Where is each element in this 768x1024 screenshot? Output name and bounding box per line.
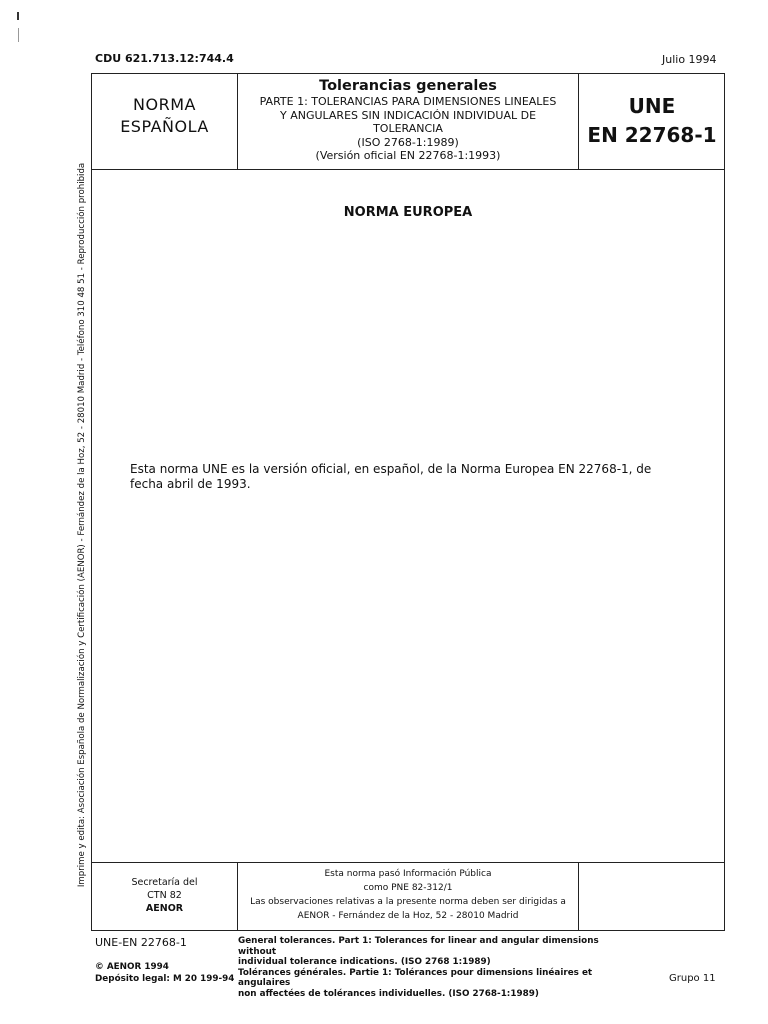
norma-espanola-label: [93, 94, 236, 138]
header-col-divider-right: [578, 73, 579, 169]
french-title-line: non affectées de tolérances individuelles. (ISO 2768-1:1989): [238, 988, 539, 999]
english-title-line: individual tolerance indications. (ISO 2768 1:1989): [238, 957, 491, 967]
norma-line: NORMA: [133, 95, 196, 114]
section-heading: NORMA EUROPEA: [343, 205, 473, 220]
footer-col-divider-right: [578, 862, 579, 931]
standard-number-block: [580, 92, 724, 150]
secretaria-line: CTN 82: [147, 890, 182, 901]
copyright-block: [95, 961, 234, 985]
grupo-label: Grupo 11: [669, 973, 716, 984]
body-paragraph: Esta norma UNE es la versión oficial, en español, de la Norma Europea EN 22768-1, de fecha abril de 1993.: [130, 462, 652, 491]
info-line: AENOR - Fernández de la Hoz, 52 - 28010 Madrid: [297, 911, 519, 921]
subtitle-line: (ISO 2768-1:1989): [357, 135, 459, 149]
secretaria-line: Secretaría del: [131, 877, 198, 888]
publication-date: Julio 1994: [662, 53, 717, 66]
english-title-line: General tolerances. Part 1: Tolerances for linear and angular dimensions without: [238, 936, 599, 957]
public-info-block: [238, 867, 578, 923]
standard-title-block: [238, 78, 578, 163]
document-frame: [91, 73, 725, 931]
une-label: UNE: [628, 94, 676, 118]
subtitle-line: TOLERANCIA: [373, 122, 443, 135]
secretaria-block: [93, 876, 236, 915]
info-line: como PNE 82-312/1: [363, 883, 453, 893]
translated-titles: [238, 936, 638, 999]
subtitle-line: Y ANGULARES SIN INDICACIÓN INDIVIDUAL DE: [279, 108, 537, 122]
french-title-line: Tolérances générales. Partie 1: Tolérances pour dimensions linéaires et angulaires: [238, 967, 593, 988]
info-line: Esta norma pasó Información Pública: [324, 869, 492, 879]
cdu-code: CDU 621.713.12:744.4: [95, 52, 234, 65]
standard-number: EN 22768-1: [587, 123, 717, 147]
scan-mark: [17, 12, 19, 20]
footer-standard-number: UNE-EN 22768-1: [95, 936, 187, 949]
publisher-side-note: Imprime y edita: Asociación Española de Normalización y Certificación (AENOR) - Fernández de la Hoz, 52 - 28010 Madrid - Teléfono 310 48 51 - Reproducción prohibida: [77, 162, 87, 888]
copyright: © AENOR 1994: [95, 962, 169, 972]
espanola-line: ESPAÑOLA: [120, 117, 209, 136]
subtitle-line: (Versión oficial EN 22768-1:1993): [315, 149, 501, 162]
info-line: Las observaciones relativas a la presente norma deben ser dirigidas a: [250, 897, 566, 907]
subtitle-line: PARTE 1: TOLERANCIAS PARA DIMENSIONES LINEALES: [259, 95, 557, 108]
header-divider: [91, 169, 725, 170]
deposito-legal: Depósito legal: M 20 199-94: [95, 974, 235, 984]
secretaria-line: AENOR: [145, 903, 184, 914]
footer-divider: [91, 862, 725, 863]
scan-mark: [18, 28, 19, 42]
standard-title: Tolerancias generales: [319, 78, 497, 94]
